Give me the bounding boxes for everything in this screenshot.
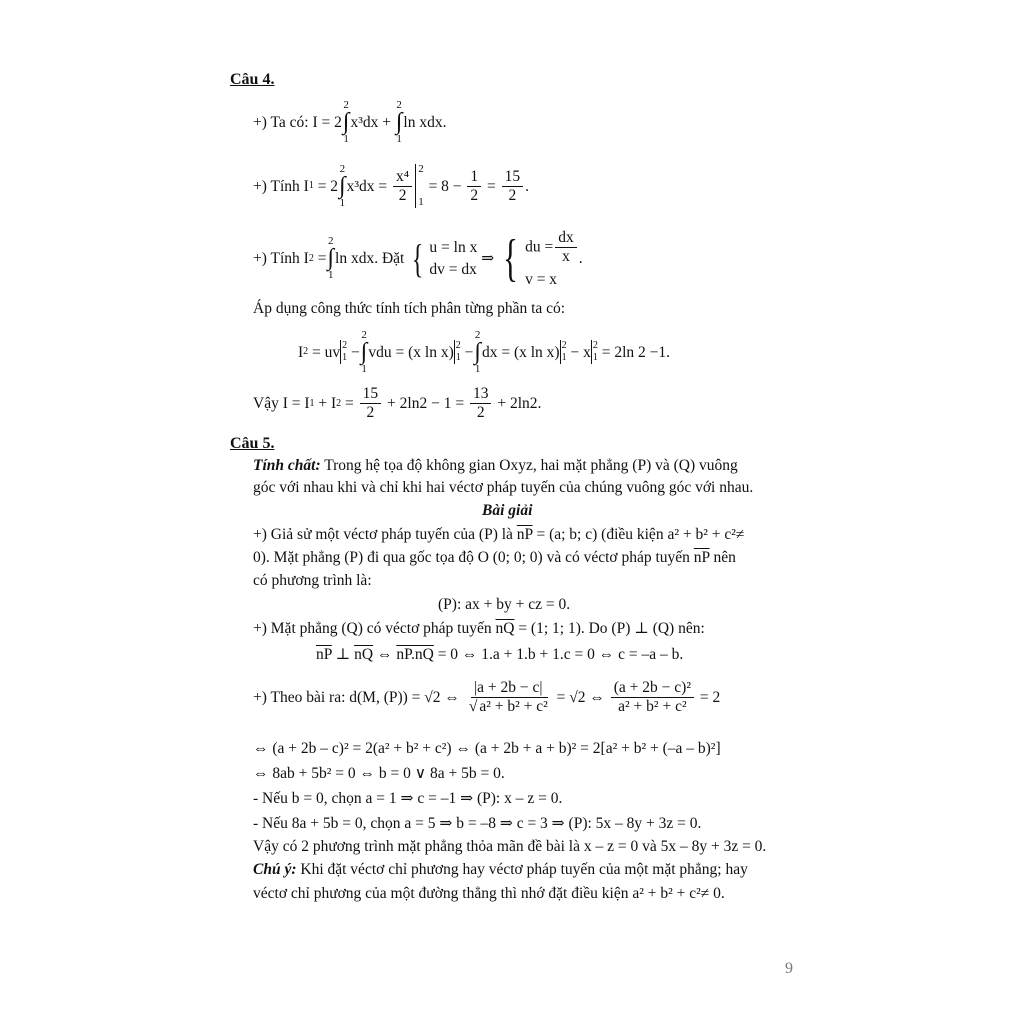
p1-line1: +) Giả sử một véctơ pháp tuyến của (P) là $\overline{nP} = (a$; b; c) (điều kiện a² + b² + c²≠: [253, 526, 745, 543]
fraction: $\frac{15}{2}$: [360, 386, 382, 422]
chuy-line2: véctơ chỉ phương của một đường thẳng thì nhớ đặt điều kiện a² + b² + c²≠ 0.: [253, 885, 725, 902]
integral-sign: 2 ∫ 1: [395, 99, 403, 145]
step-line1: ⇔ (a + 2b – c)² = 2(a² + b² + c²) ⇔ (a + 2b + a + b)² = 2[a² + b² + (–a – b)²]: [253, 740, 721, 757]
cau4-line3: +) Tính I2 = 2 ∫ 1 ln xdx. Đặt { u = ln x dv = dx ⇒ { du = $\frac{dx}{x}$ v = x .: [253, 229, 583, 288]
fraction: $\frac{\text{x⁴}}{2}$: [393, 169, 412, 205]
fraction: $\frac{\text{(a + 2b − c)²}}{\text{a² + b² + c²}}$: [611, 680, 694, 716]
vay-line: Vậy I = I1 + I2 = $\frac{15}{2}$ + 2ln2 − 1 = $\frac{13}{2}$ + 2ln2.: [253, 385, 542, 422]
line1-prefix: +) Ta có: I = 2: [253, 113, 342, 131]
step-line2: ⇔ 8ab + 5b² = 0 ⇔ b = 0 ∨ 8a + 5b = 0.: [253, 765, 505, 782]
equation-p: (P): ax + by + cz = 0.: [438, 596, 571, 613]
q-line: +) Mặt phẳng (Q) có véctơ pháp tuyến $\overline{nQ} = (1$; 1; 1). Do (P) ⊥ (Q) nên:: [253, 620, 705, 637]
line1-body2: ln xdx.: [403, 113, 447, 131]
step-line4: - Nếu 8a + 5b = 0, chọn a = 5 ⇒ b = –8 ⇒ c = 3 ⇒ (P): 5x – 8y + 3z = 0.: [253, 815, 702, 832]
line2-mid: = 2: [317, 177, 339, 195]
distance-line: +) Theo bài ra: d(M, (P)) = √2 ⇔ $\frac{|a + 2b - c|}{\text{√ a² + b² + c²}}$ = √2 ⇔ $\frac{\text{(a + 2b − c)²}}{\text{a² + b² + c²}}$ = 2: [253, 679, 721, 716]
baigiai-heading: Bài giải: [482, 502, 533, 519]
cau5-heading: Câu 5.: [230, 435, 275, 452]
integral-sign: 2 ∫ 1: [360, 329, 368, 375]
evaluation-bar: 2 1: [415, 164, 424, 208]
fraction: $\frac{1}{2}$: [467, 169, 481, 205]
perp-line: $\overline{nP}$ ⊥ $\overline{nQ}$ ⇔ nP.nQ = 0 ⇔ 1.a + 1.b + 1.c = 0 ⇔ c = –a – b.: [316, 646, 684, 663]
p1-line3: có phương trình là:: [253, 572, 372, 589]
chuy-line1: Chú ý: Khi đặt véctơ chỉ phương hay véctơ pháp tuyến của một mặt phẳng; hay: [253, 861, 748, 878]
cau4-line1: [253, 100, 446, 145]
period: .: [525, 177, 530, 195]
step-line3: - Nếu b = 0, chọn a = 1 ⇒ c = –1 ⇒ (P): x – z = 0.: [253, 790, 563, 807]
apply-text: Áp dụng công thức tính tích phân từng phần ta có:: [253, 300, 566, 317]
line3-body: ln xdx. Đặt: [335, 249, 405, 267]
fraction: $\frac{13}{2}$: [470, 386, 492, 422]
cau4-line2: +) Tính I1 = 2 2 ∫ 1 x³dx = $\frac{\text{x⁴}}{2}$ 2 1 = 8 − $\frac{1}{2}$ = $\frac{15}{2}$ .: [253, 163, 530, 209]
integral-sign: 2 ∫ 1: [342, 99, 350, 145]
integral-sign: 2 ∫ 1: [474, 329, 481, 375]
page-number: 9: [785, 960, 793, 977]
step-line5: Vậy có 2 phương trình mặt phẳng thỏa mãn đề bài là x – z = 0 và 5x – 8y + 3z = 0.: [253, 838, 767, 855]
integral-sign: 2 ∫ 1: [327, 235, 335, 281]
line3-mid: =: [317, 249, 327, 267]
i2-line: I2 = uv 2 1 − 2 ∫ 1 vdu = (x ln x) 2 1 − 2 ∫ 1 dx = (x ln x) 2 1 − x 2 1 = 2ln 2 −1.: [298, 329, 670, 375]
line2-body: x³dx =: [346, 177, 388, 195]
implies: ⇒: [481, 249, 495, 267]
system-1: { u = ln x dv = dx: [412, 235, 478, 281]
tinhchat-line1: Tính chất: Trong hệ tọa độ không gian Oxyz, hai mặt phẳng (P) và (Q) vuông: [253, 457, 738, 474]
cau4-heading: Câu 4.: [230, 71, 275, 88]
period: .: [578, 249, 583, 267]
fraction: $\frac{15}{2}$: [502, 169, 524, 205]
integral-sign: 2 ∫ 1: [339, 163, 346, 209]
line1-body: x³dx +: [350, 113, 391, 131]
equals: =: [487, 177, 496, 195]
line2-prefix: +) Tính I: [253, 177, 309, 195]
tinhchat-line2: góc với nhau khi và chỉ khi hai véctơ pháp tuyến của chúng vuông góc với nhau.: [253, 479, 754, 496]
system-2: { du = $\frac{dx}{x}$ v = x: [498, 230, 579, 287]
line2-rest: = 8 −: [428, 177, 462, 195]
fraction: $\frac{|a + 2b - c|}{\text{√ a² + b² + c²}}$: [468, 679, 548, 716]
p1-line2: 0). Mặt phẳng (P) đi qua gốc tọa độ O (0; 0; 0) và có véctơ pháp tuyến $\overline{nP}$ nên: [253, 549, 736, 566]
line3-prefix: +) Tính I: [253, 249, 309, 267]
